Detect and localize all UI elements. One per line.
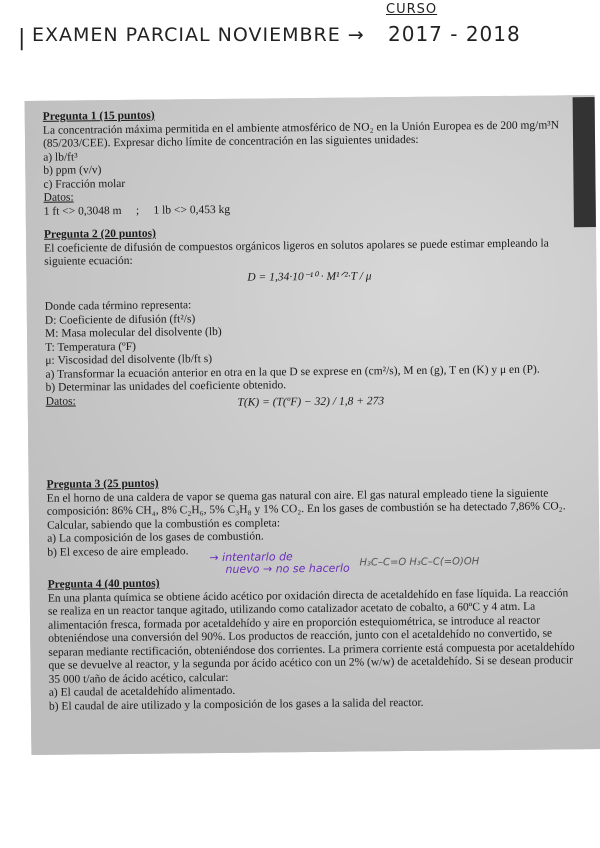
q3-item: a) La composición de los gases de combustión. [47,530,264,545]
question-4 [48,573,579,714]
q2-heading: Pregunta 2 (20 puntos) [43,227,156,241]
q4-heading: Pregunta 4 (40 puntos) [47,577,160,591]
q2-intro: Donde cada término representa: [44,299,192,313]
q3-item: b) El exceso de aire empleado. [47,544,189,559]
q2-item: b) Determinar las unidades del coeficiente obtenido. [45,379,287,394]
scanned-exam-sheet [25,95,600,755]
q2-term: μ: Viscosidad del disolvente (lb/ft s) [45,353,213,367]
q1-text: La concentración máxima permitida en el ambiente atmosférico de NO₂ en la Unión Europea es de 200 mg/m³N (85/203/CEE). Expresar dicho límite de concentración en las siguientes unidades: [42,118,560,150]
q1-item: a) lb/ft³ [43,150,78,164]
q4-text: En una planta química se obtiene ácido acético por oxidación directa de acetaldehído en fase líquida. La reacción se realiza en un reactor tanque agitado, utilizando como catalizador acetato de cobalto, a 60ºC y 4 atm. La alimentación fresca, formada por acetaldehído y aire en proporción estequiométrica, se introduce al reactor obteniéndose una conversión del 90%. Los productos de reacción, junto con el acetaldehído no convertido, se separan mediante rectificación, obteniéndose dos corrientes. La primera corriente está compuesta por acetaldehído que se devuelve al reactor, y la segunda por ácido acético con un 2% (w/w) de acetaldehído. Si se desean producir 35 000 t/año de ácido acético, calcular: [47,586,575,686]
question-2 [44,223,576,416]
q1-datos-label: Datos: [43,191,74,204]
q2-equation: D = 1,34·10⁻¹⁰ · M¹ᐟ²·T / μ [247,269,372,284]
q2-term: T: Temperatura (ºF) [45,340,136,354]
q2-term: D: Coeficiente de difusión (ft²/s) [44,312,196,327]
scan-shadow [573,97,596,227]
question-3 [47,473,578,560]
q4-item: b) El caudal de aire utilizado y la composición de los gases a la salida del reactor. [48,696,424,713]
q2-text: El coeficiente de difusión de compuestos orgánicos ligeros en solutos apolares se puede estimar empleando la siguiente ecuación: [44,237,549,268]
handwritten-note-2: nuevo → no se hacerlo [225,561,350,576]
q2-term: M: Masa molecular del disolvente (lb) [44,325,222,340]
exam-title: EXAMEN PARCIAL NOVIEMBRE → [32,24,365,46]
q2-datos-equation: T(K) = (T(ºF) − 32) / 1,8 + 273 [237,395,385,409]
handwritten-note-1: → intentarlo de [209,550,293,565]
q3-text: En el horno de una caldera de vapor se quema gas natural con aire. El gas natural empleado tiene la siguiente composición: 86% CH₄, 8% C₂H₆, 5% C₃H₈ y 1% CO₂. En los gases de combustión se ha detectado 7,86% CO₂. Calcular, sabiendo que la combustión es completa: [46,487,566,532]
q1-datos: 1 ft <> 0,3048 m ; 1 lb <> 0,453 kg [43,203,231,218]
q1-item: b) ppm (v/v) [43,164,102,177]
q1-heading: Pregunta 1 (15 puntos) [42,109,155,123]
question-1 [43,105,574,219]
q4-item: a) El caudal de acetaldehído alimentado. [48,684,236,699]
q2-item: a) Transformar la ecuación anterior en otra en la que D se exprese en (cm²/s), M en (g), T en (K) y μ en (P). [45,363,540,381]
q2-datos-label: Datos: [45,394,76,408]
bracket-mark: | [18,26,27,51]
handwritten-formula: H₃C–C=O H₃C–C(=O)OH [359,556,480,569]
q1-item: c) Fracción molar [43,177,126,191]
curso-label: CURSO [386,2,438,17]
q3-heading: Pregunta 3 (25 puntos) [46,477,159,491]
exam-year: 2017 - 2018 [388,22,521,46]
